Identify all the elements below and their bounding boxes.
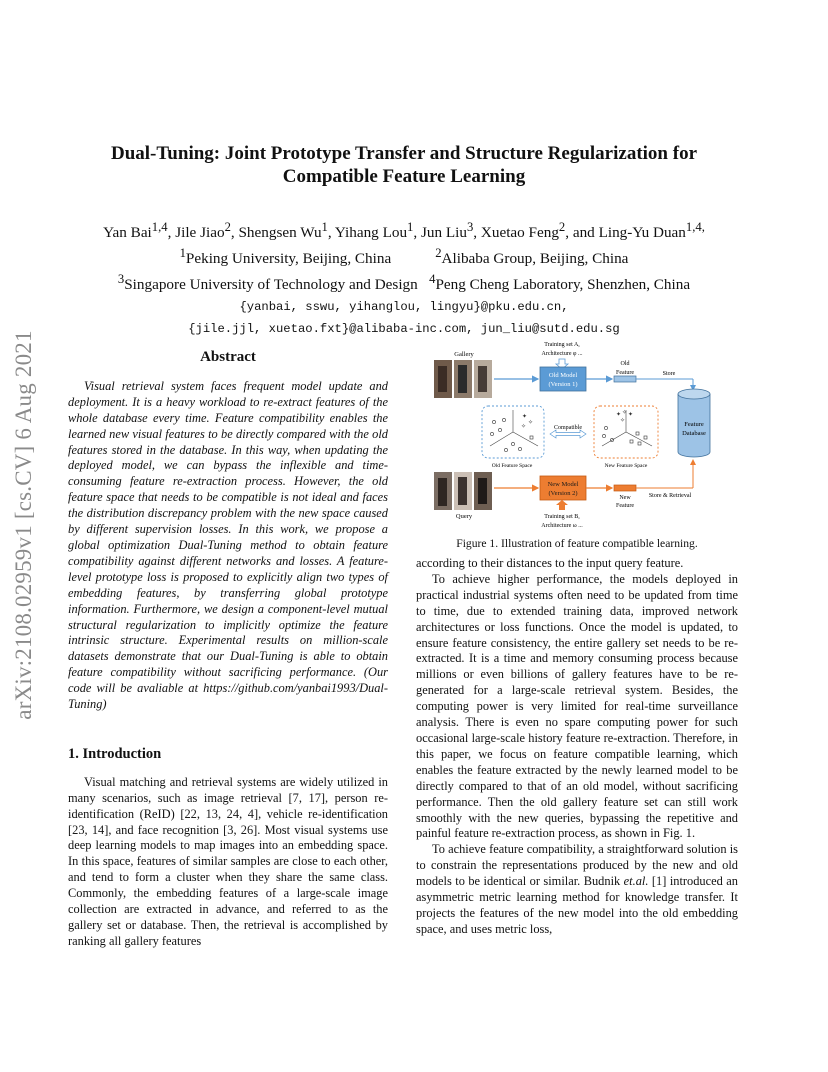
author-affil: 1,4 — [151, 220, 168, 234]
svg-text:✦: ✦ — [522, 414, 528, 420]
email-line-1: {yanbai, sswu, yihanglou, lingyu}@pku.edu.cn, — [239, 300, 569, 315]
citation-link[interactable]: 13 — [205, 806, 218, 821]
arxiv-stamp-container — [4, 290, 44, 760]
svg-text:✧: ✧ — [620, 418, 626, 424]
author-block — [70, 217, 738, 339]
affiliation-3: Singapore University of Technology and Design — [124, 276, 418, 294]
citation-link[interactable]: 24 — [226, 806, 240, 821]
label-store-retrieval: Store & Retrieval — [648, 493, 692, 499]
introduction-heading: 1. Introduction — [68, 745, 162, 762]
figure-caption: Figure 1. Illustration of feature compatible learning. — [456, 537, 698, 550]
abstract-heading: Abstract — [200, 349, 256, 365]
old-feature-label-2: Feature — [616, 370, 634, 376]
author-name: Xuetao Feng — [480, 224, 559, 242]
intro-paragraph-1: Visual matching and retrieval systems are widely utilized in many scenarios, such as image retrieval [7, 17], person re-identification (ReID) [22, 13, 24, 4], vehicle re-identification [23, 14], and face recognition [3, 26]. Most visual systems use deep learning models to map images into an embedding space. In this space, features of similar samples are close to each other, and tend to form a cluster when they share the same class. Commonly, the embedding features of a large-scale image collection are extracted in advance, and referred to as the gallery set or database. Then, the retrieval is accomplished by ranking all gallery features — [68, 774, 388, 948]
citation-link[interactable]: 4 — [247, 806, 254, 821]
compatible-label: Compatible — [554, 425, 582, 431]
author-name: Ling-Yu Duan — [598, 224, 686, 242]
old-space-label: Old Feature Space — [491, 463, 533, 469]
author-affil: 3 — [466, 220, 474, 234]
right-column — [416, 556, 738, 938]
author-list: Yan Bai$^{1,4}$, Jile Jiao$^2$, Shengsen Wu$^1$, Yihang Lou$^1$, Jun Liu$^3$, Xuetao Feng$^2$, and Ling-Yu Duan$^{1,4,}$ — [103, 220, 705, 242]
label-gallery: Gallery — [454, 351, 474, 358]
author-affil: 1,4, — [685, 220, 705, 234]
svg-text:✧: ✧ — [528, 420, 534, 426]
right-paragraph-1: To achieve higher performance, the models deployed in practical industrial systems often need to be updated from time to time, due to extended training data, improved network architectures or loss functions. Once the model is updated, to ensure feature consistency, the entire gallery set needs to be re-extracted. It is a time and memory consuming process because millions or even billions of gallery features have to be re-generated for a large-scale retrieval system. Besides, the computing power is very limited for real-time surveillance analysis. There is even no spare computing power for such occasional large-scale history feature re-extraction. Therefore, in this paper, we focus on feature compatible learning, which enables the feature extracted by the newly learned model to be directly compared to that of an old model, without sacrificing performance. Then the old gallery feature set can still work smoothly with the new queries, bypassing the repetitive and painful feature re-extraction process, as shown in Fig. 1. — [416, 571, 738, 841]
up-arrow-icon — [556, 500, 568, 510]
svg-text:✦: ✦ — [616, 412, 622, 418]
author-name: Yihang Lou — [334, 224, 408, 242]
citation-link[interactable]: 22 — [184, 806, 197, 821]
author-name: Jun Liu — [420, 224, 467, 242]
affiliation-line-1: $^1$Peking University, Beijing, China $^2$Alibaba Group, Beijing, China — [179, 246, 629, 268]
affiliation-line-2: $^3$Singapore University of Technology and Design $^4$Peng Cheng Laboratory, Shenzhen, China — [117, 272, 691, 294]
query-photos — [434, 472, 492, 510]
new-feature-label-1: New — [619, 495, 631, 501]
label-query: Query — [455, 513, 473, 520]
author-affil: 2 — [224, 220, 231, 234]
new-feature-label-2: Feature — [616, 503, 634, 509]
database-label-1: Feature — [684, 421, 704, 428]
right-paragraph-2: To achieve feature compatibility, a straightforward solution is to constrain the representations produced by the new and old models to be identical or similar. Budnik et.al. [1] introduced an asymmetric metric learning method for knowledge transfer. It projects the features of the new model into the old embedding space, and uses metric loss, — [416, 842, 738, 936]
citation-link[interactable]: 23 — [72, 822, 85, 837]
new-feature-bar — [614, 485, 636, 491]
paper-title — [70, 142, 738, 188]
author-name: Yan Bai — [103, 224, 152, 242]
new-space-label: New Feature Space — [604, 463, 648, 469]
author-name: Jile Jiao — [175, 224, 225, 242]
label-training-a: Training set A, — [544, 342, 580, 348]
title-line-2: Compatible Feature Learning — [282, 166, 526, 187]
right-paragraph-0: according to their distances to the input query feature. — [416, 556, 684, 570]
new-model-version: (Version 2) — [548, 490, 578, 497]
svg-text:✧: ✧ — [521, 424, 527, 430]
database-label-2: Database — [682, 430, 706, 437]
figure-1 — [416, 336, 738, 532]
old-model-label: Old Model — [548, 372, 578, 379]
author-affil: 1 — [321, 220, 328, 234]
new-model-label: New Model — [547, 481, 579, 488]
old-model-version: (Version 1) — [548, 381, 578, 388]
figure-ref-link[interactable]: 1 — [685, 826, 692, 841]
label-architecture-a: Architecture φ ... — [541, 351, 583, 357]
old-feature-label-1: Old — [620, 361, 630, 367]
svg-text:✧: ✧ — [622, 410, 628, 416]
compatible-arrow-icon — [550, 430, 586, 438]
label-architecture-b: Architecture ω ... — [541, 523, 583, 529]
author-affil: 2 — [558, 220, 566, 234]
affiliation-1: Peking University, Beijing, China — [185, 250, 392, 268]
author-affil: 1 — [407, 220, 414, 234]
citation-link[interactable]: 3 — [227, 822, 234, 837]
author-name: Shengsen Wu — [238, 224, 322, 242]
citation-link[interactable]: 17 — [308, 790, 321, 805]
citation-link[interactable]: 7 — [292, 790, 299, 805]
svg-text:✦: ✦ — [628, 412, 634, 418]
abstract-text: Visual retrieval system faces frequent model update and deployment. It is a heavy workload to re-extract features of the whole database every time. Feature compatibility enables the learned new visual features to be directly compared with the old features stored in the database. In this way, when updating the deployed model, we can bypass the inflexible and time-consuming feature re-extraction process. However, the old feature space that needs to be compatible is not ideal and faces the distribution discrepancy problem with the new space caused by different supervision losses. In this work, we propose a global optimization Dual-Tuning method to obtain feature compatibility against different networks and losses. A feature-level prototype loss is proposed to explicitly align two types of embedding features, by transferring global prototype information. Furthermore, we design a component-level mutual structural regularization to implicitly optimize the feature intrinsic structure. Experimental results on million-scale datasets demonstrate that our Dual-Tuning is able to obtain feature compatibility without sacrificing performance. (Our code will be avaliable at https://github.com/yanbai1993/Dual-Tuning) — [68, 378, 388, 712]
affiliation-4: Peng Cheng Laboratory, Shenzhen, China — [435, 276, 691, 294]
label-training-b: Training set B, — [544, 514, 580, 520]
gallery-photos — [434, 360, 492, 398]
citation-link[interactable]: 26 — [240, 822, 254, 837]
email-line-2: {jile.jjl, xuetao.fxt}@alibaba-inc.com, jun_liu@sutd.edu.sg — [188, 322, 620, 337]
figure-1-diagram — [416, 336, 738, 532]
old-feature-bar — [614, 376, 636, 382]
affiliation-2: Alibaba Group, Beijing, China — [441, 250, 629, 268]
label-store: Store — [662, 371, 676, 377]
citation-link[interactable]: 14 — [91, 822, 105, 837]
left-column — [68, 350, 388, 950]
arxiv-stamp: arXiv:2108.02959v1 [cs.CV] 6 Aug 2021 — [11, 330, 36, 720]
title-line-1: Dual-Tuning: Joint Prototype Transfer and Structure Regularization for — [110, 143, 698, 164]
citation-link[interactable]: 1 — [656, 874, 663, 889]
